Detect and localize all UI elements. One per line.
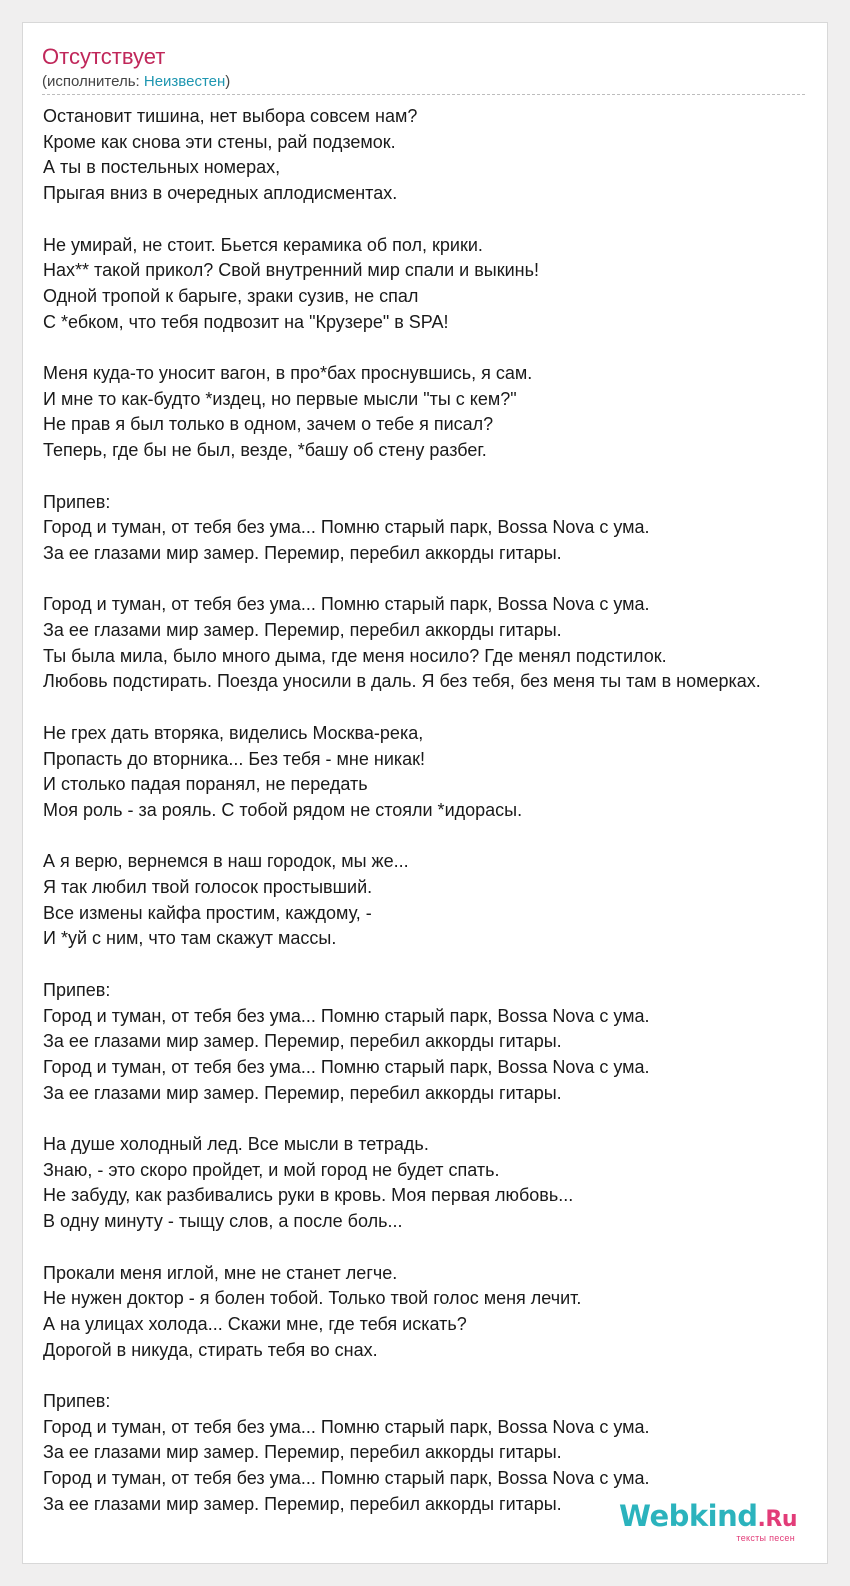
lyrics-line: И мне то как-будто *издец, но первые мысли "ты с кем?" xyxy=(43,388,517,409)
lyrics-line: Город и туман, от тебя без ума... Помню старый парк, Bossa Nova с ума. xyxy=(43,1416,650,1437)
lyrics-line: За ее глазами мир замер. Перемир, перебил аккорды гитары. xyxy=(43,1493,562,1514)
lyrics-line: Ты была мила, было много дыма, где меня носило? Где менял подстилок. xyxy=(43,645,667,666)
logo-tagline: тексты песен xyxy=(736,1533,795,1543)
lyrics-line: В одну минуту - тыщу слов, а после боль... xyxy=(43,1211,403,1232)
lyrics-line: А ты в постельных номерах, xyxy=(43,157,281,178)
lyrics-line: С *ебком, что тебя подвозит на "Крузере" в SPA! xyxy=(43,311,449,332)
lyrics-line: Кроме как снова эти стены, рай подземок. xyxy=(43,131,396,152)
lyrics-line: Не забуду, как разбивались руки в кровь. Моя первая любовь... xyxy=(43,1185,574,1206)
lyrics-line: Припев: xyxy=(43,979,111,1000)
lyrics-line: Нах** такой прикол? Свой внутренний мир спали и выкинь! xyxy=(43,260,539,281)
artist-link[interactable]: Неизвестен xyxy=(143,73,226,90)
webkind-logo[interactable] xyxy=(619,1501,797,1543)
logo-brand-tld: .Ru xyxy=(757,1507,797,1532)
lyrics-line: За ее глазами мир замер. Перемир, перебил аккорды гитары. xyxy=(43,1442,562,1463)
lyrics-line: Прокали меня иглой, мне не станет легче. xyxy=(43,1262,398,1283)
lyrics-stanza xyxy=(43,1132,828,1235)
lyrics-line: Остановит тишина, нет выбора совсем нам? xyxy=(43,106,418,126)
lyrics-line: А на улицах холода... Скажи мне, где тебя искать? xyxy=(43,1313,467,1334)
lyrics-line: На душе холодный лед. Все мысли в тетрадь. xyxy=(43,1134,429,1154)
lyrics-stanza xyxy=(43,361,828,464)
lyrics-line: За ее глазами мир замер. Перемир, перебил аккорды гитары. xyxy=(43,542,562,563)
lyrics-stanza xyxy=(43,849,828,952)
lyrics-line: Город и туман, от тебя без ума... Помню старый парк, Bossa Nova с ума. xyxy=(43,517,650,538)
lyrics-line: Не умирай, не стоит. Бьется керамика об пол, крики. xyxy=(43,234,483,255)
lyrics-line: Пропасть до вторника... Без тебя - мне никак! xyxy=(43,748,426,769)
lyrics-stanza xyxy=(43,592,828,695)
lyrics-line: Припев: xyxy=(43,491,111,512)
lyrics-line: Не грех дать вторяка, виделись Москва-река, xyxy=(43,722,424,743)
lyrics-line: И *уй с ним, что там скажут массы. xyxy=(43,928,337,949)
lyrics-stanza xyxy=(43,490,828,567)
lyrics-text xyxy=(43,104,828,1543)
lyrics-line: Город и туман, от тебя без ума... Помню старый парк, Bossa Nova с ума. xyxy=(43,1468,650,1489)
lyrics-line: Город и туман, от тебя без ума... Помню старый парк, Bossa Nova с ума. xyxy=(43,1056,650,1077)
lyrics-line: И столько падая поранял, не передать xyxy=(43,774,368,795)
lyrics-line: Не прав я был только в одном, зачем о тебе я писал? xyxy=(43,414,494,435)
lyrics-line: Город и туман, от тебя без ума... Помню старый парк, Bossa Nova с ума. xyxy=(43,594,650,615)
lyrics-line: Я так любил твой голосок простывший. xyxy=(43,877,373,897)
lyrics-line: Припев: xyxy=(43,1391,111,1411)
lyrics-stanza xyxy=(43,104,828,207)
header-divider xyxy=(42,94,805,95)
artist-prefix: (исполнитель: xyxy=(42,73,144,90)
lyrics-line: Меня куда-то уносит вагон, в про*бах проснувшись, я сам. xyxy=(43,363,533,383)
lyrics-line: Теперь, где бы не был, везде, *башу об стену разбег. xyxy=(43,440,487,461)
lyrics-line: А я верю, вернемся в наш городок, мы же... xyxy=(43,851,409,872)
lyrics-line: За ее глазами мир замер. Перемир, перебил аккорды гитары. xyxy=(43,1031,562,1052)
lyrics-line: Знаю, - это скоро пройдет, и мой город не будет спать. xyxy=(43,1159,500,1180)
song-title: Отсутствует xyxy=(42,44,166,69)
lyrics-line: Любовь подстирать. Поезда уносили в даль. Я без тебя, без меня ты там в номерках. xyxy=(43,671,761,692)
lyrics-line: Город и туман, от тебя без ума... Помню старый парк, Bossa Nova с ума. xyxy=(43,1005,650,1026)
lyrics-line: Моя роль - за рояль. С тобой рядом не стояли *идорасы. xyxy=(43,799,523,820)
lyrics-stanza xyxy=(43,721,828,824)
logo-brand-main: Webkind xyxy=(619,1499,758,1533)
artist-line xyxy=(42,72,808,91)
lyrics-card xyxy=(22,22,828,1564)
artist-suffix: ) xyxy=(225,73,231,90)
lyrics-stanza xyxy=(43,978,828,1107)
lyrics-line: За ее глазами мир замер. Перемир, перебил аккорды гитары. xyxy=(43,1082,562,1103)
logo-wordmark xyxy=(619,1501,797,1535)
lyrics-stanza xyxy=(43,1261,828,1364)
lyrics-line: Не нужен доктор - я болен тобой. Только твой голос меня лечит. xyxy=(43,1288,582,1309)
lyrics-stanza xyxy=(43,233,828,336)
song-header xyxy=(42,42,808,91)
lyrics-line: За ее глазами мир замер. Перемир, перебил аккорды гитары. xyxy=(43,620,562,640)
lyrics-line: Прыгая вниз в очередных аплодисментах. xyxy=(43,183,398,204)
lyrics-line: Одной тропой к барыге, зраки сузив, не спал xyxy=(43,285,419,306)
lyrics-line: Дорогой в никуда, стирать тебя во снах. xyxy=(43,1339,378,1360)
lyrics-line: Все измены кайфа простим, каждому, - xyxy=(43,902,372,923)
